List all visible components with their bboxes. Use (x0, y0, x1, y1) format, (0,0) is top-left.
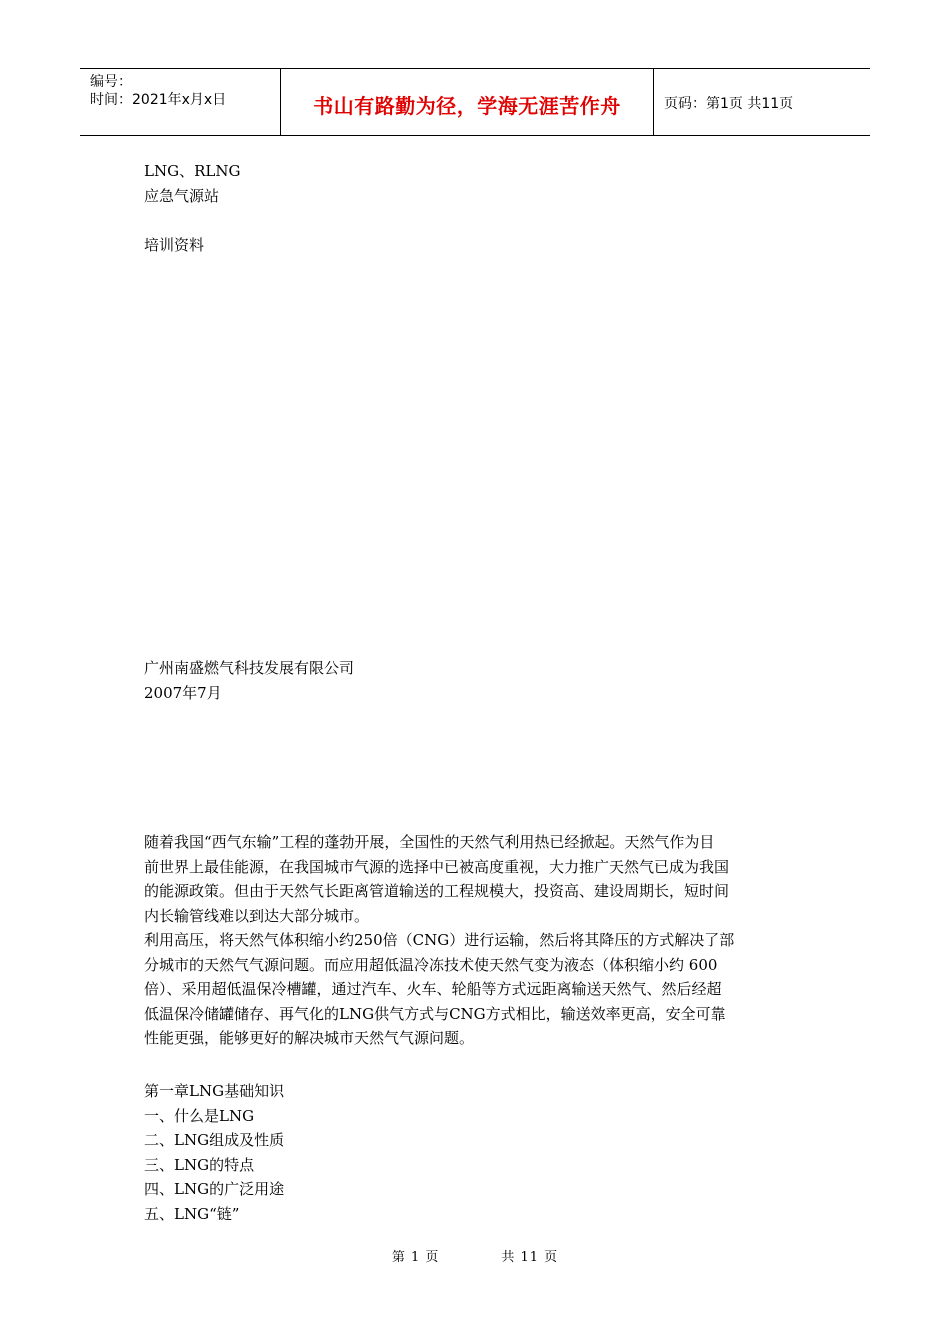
intro-paragraph-2 (144, 928, 806, 1051)
cover-company: 广州南盛燃气科技发展有限公司 (144, 659, 355, 677)
cover-title-line2: 应急气源站 (144, 186, 220, 205)
intro-section (144, 830, 806, 1051)
intro-p2-line: 低温保冷储罐储存、再气化的LNG供气方式与CNG方式相比，输送效率更高，安全可靠 (144, 1004, 726, 1023)
cover-date: 2007年7月 (144, 683, 222, 702)
footer-page-total: 共 11 页 (501, 1250, 559, 1265)
toc-item: 五、LNG“链” (144, 1204, 240, 1223)
cover-company-block (144, 656, 806, 705)
page-header (80, 68, 870, 136)
toc-item: 四、LNG的广泛用途 (144, 1180, 285, 1198)
toc-section (144, 1079, 806, 1226)
header-page-info: 页码：第1页 共11页 (664, 96, 794, 112)
toc-item: 二、LNG组成及性质 (144, 1131, 285, 1149)
intro-p1-line: 前世界上最佳能源，在我国城市气源的选择中已被高度重视，大力推广天然气已成为我国 (144, 857, 730, 876)
intro-paragraph-1 (144, 830, 806, 928)
header-motto-cell (281, 69, 654, 135)
intro-p1-line: 随着我国“西气东输”工程的蓬勃开展，全国性的天然气利用热已经掀起。天然气作为目 (144, 833, 715, 851)
intro-p2-line: 利用高压，将天然气体积缩小约250倍（CNG）进行运输，然后将其降压的方式解决了部 (144, 931, 735, 949)
toc-chapter-heading: 第一章LNG基础知识 (144, 1082, 285, 1100)
header-time-label: 时间：2021年x月x日 (90, 92, 227, 108)
intro-p1-line: 内长输管线难以到达大部分城市。 (144, 906, 370, 925)
header-motto: 书山有路勤为径，学海无涯苦作舟 (313, 93, 621, 118)
header-number-label: 编号： (90, 74, 132, 90)
cover-title-line1: LNG、RLNG (144, 162, 241, 180)
header-page-cell (654, 69, 870, 135)
header-meta-cell (80, 69, 281, 135)
toc-item: 一、什么是LNG (144, 1106, 255, 1125)
cover-subtitle-block (144, 233, 806, 258)
intro-p2-line: 倍）、采用超低温保冷槽罐，通过汽车、火车、轮船等方式远距离输送天然气、然后经超 (144, 980, 722, 998)
intro-p2-line: 分城市的天然气气源问题。而应用超低温冷冻技术使天然气变为液态（体积缩小约 600 (144, 955, 718, 974)
intro-p1-line: 的能源政策。但由于天然气长距离管道输送的工程规模大，投资高、建设周期长，短时间 (144, 882, 730, 900)
cover-title-block (144, 159, 806, 208)
cover-subtitle: 培训资料 (144, 236, 205, 254)
footer-page-number: 第 1 页 (391, 1250, 440, 1265)
page-footer (0, 1246, 950, 1265)
intro-p2-line: 性能更强，能够更好的解决城市天然气气源问题。 (144, 1029, 475, 1047)
toc-item: 三、LNG的特点 (144, 1155, 255, 1174)
